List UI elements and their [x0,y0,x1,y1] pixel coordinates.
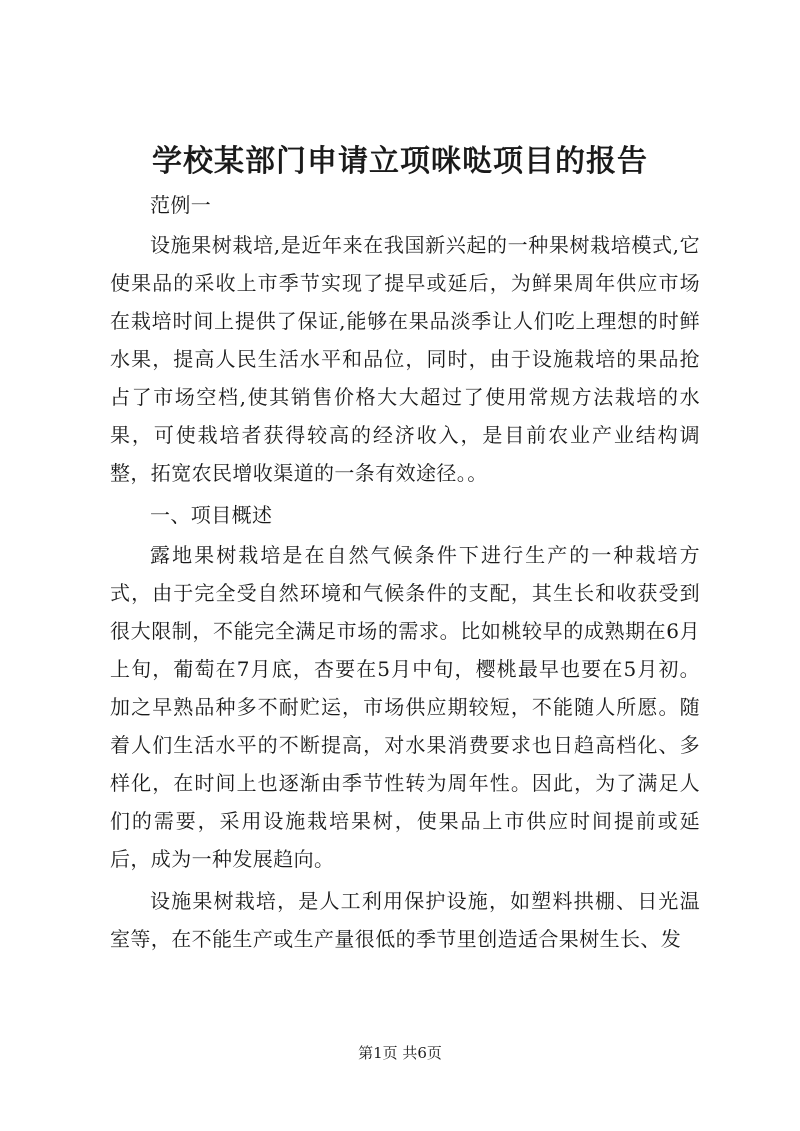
section-heading-overview: 一、项目概述 [150,503,273,527]
page-footer: 第1页 共6页 [358,1044,442,1062]
document-title: 学校某部门申请立项咪哒项目的报告 [152,144,648,179]
paragraph-intro: 设施果树栽培,是近年来在我国新兴起的一种果树栽培模式,它使果品的采收上市季节实现了提早或延后，为鲜果周年供应市场在栽培时间上提供了保证,能够在果品淡季让人们吃上理想的时鲜水果，提高人民生活水平和品位，同时，由于设施栽培的果品抢占了市场空档,使其销售价格大大超过了使用常规方法栽培的水果，可使栽培者获得较高的经济收入，是目前农业产业结构调整，拓宽农民增收渠道的一条有效途径。。 [110,233,700,485]
paragraph-facility: 设施果树栽培，是人工利用保护设施，如塑料拱棚、日光温室等，在不能生产或生产量很低的季节里创造适合果树生长、发 [110,889,700,951]
section-label-example: 范例一 [150,193,212,217]
paragraph-overview: 露地果树栽培是在自然气候条件下进行生产的一种栽培方式，由于完全受自然环境和气候条件的支配，其生长和收获受到很大限制，不能完全满足市场的需求。比如桃较早的成熟期在6月上旬，葡萄在7月底，杏要在5月中旬，樱桃最早也要在5月初。加之早熟品种多不耐贮运，市场供应期较短，不能随人所愿。随着人们生活水平的不断提高，对水果消费要求也日趋高档化、多样化，在时间上也逐渐由季节性转为周年性。因此，为了满足人们的需要，采用设施栽培果树，使果品上市供应时间提前或延后，成为一种发展趋向。 [110,543,700,871]
document-body [110,186,700,962]
